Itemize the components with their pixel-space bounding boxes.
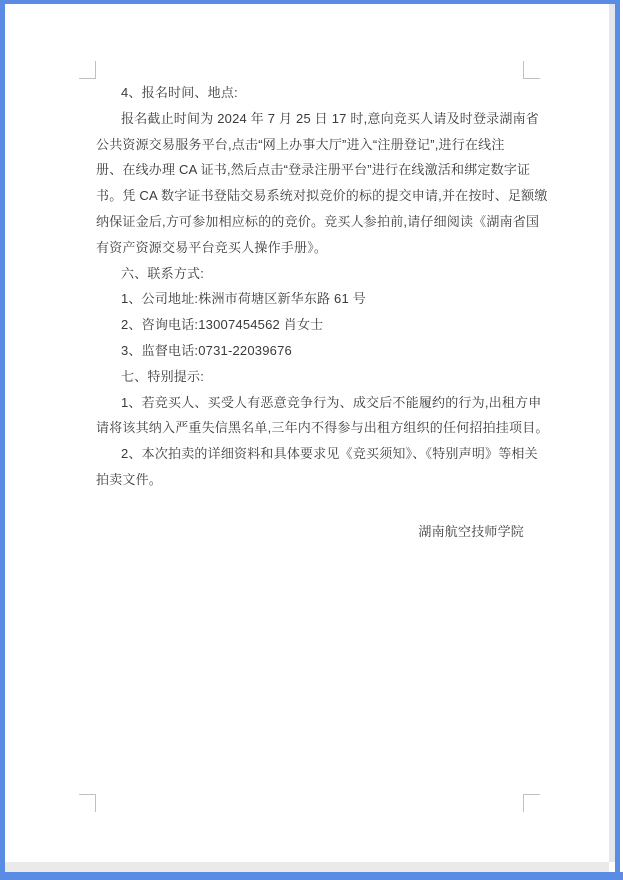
text-line: 报名截止时间为 2024 年 7 月 25 日 17 时,意向竞买人请及时登录湖南省 [121, 110, 539, 126]
text-line: 2、咨询电话:13007454562 肖女士 [121, 317, 324, 333]
text-line: 4、报名时间、地点: [121, 85, 238, 100]
window-border-top [0, 0, 620, 4]
window-border-left [0, 0, 5, 872]
text-line: 册、在线办理 CA 证书,然后点击“登录注册平台”进行在线激活和绑定数字证 [96, 162, 531, 178]
text-line: 1、若竞买人、买受人有恶意竞争行为、成交后不能履约的行为,出租方申 [121, 394, 542, 410]
blank-line [96, 493, 524, 519]
text-line: 拍卖文件。 [96, 471, 163, 487]
text-line: 纳保证金后,方可参加相应标的的竞价。竞买人参拍前,请仔细阅读《湖南省国 [96, 213, 540, 229]
text-line: 2、本次拍卖的详细资料和具体要求见《竞买须知》、《特别声明》等相关 [121, 446, 538, 462]
text-boundary-mark-bottom-right [523, 794, 540, 812]
text-line: 3、监督电话:0731-22039676 [121, 342, 292, 358]
page-edge-shadow-bottom [5, 862, 609, 872]
text-boundary-mark-top-left [79, 61, 96, 79]
text-boundary-mark-top-right [523, 61, 540, 79]
text-boundary-mark-bottom-left [79, 794, 96, 812]
text-line: 有资产资源交易平台竞买人操作手册》。 [96, 239, 328, 255]
window-border-bottom [0, 872, 623, 880]
document-text[interactable] [96, 80, 549, 544]
text-line: 七、特别提示: [121, 368, 205, 384]
text-line: 公共资源交易服务平台,点击“网上办事大厅”进入“注册登记”,进行在线注 [96, 136, 505, 152]
text-line: 六、联系方式: [121, 265, 205, 281]
text-line: 1、公司地址:株洲市荷塘区新华东路 61 号 [121, 291, 366, 307]
page-edge-shadow-right [609, 4, 615, 862]
window-border-right [615, 0, 620, 872]
text-line: 请将该其纳入严重失信黑名单,三年内不得参与出租方组织的任何招拍挂项目。 [96, 420, 549, 436]
text-line: 书。凭 CA 数字证书登陆交易系统对拟竞价的标的提交申请,并在按时、足额缴 [96, 188, 548, 204]
signature-line: 湖南航空技师学院 [418, 523, 524, 539]
